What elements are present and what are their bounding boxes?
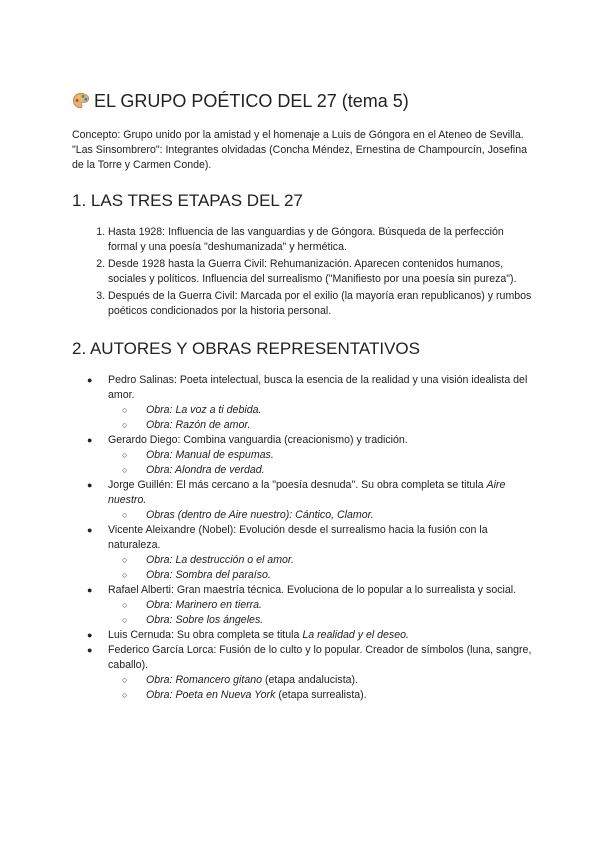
author-aleixandre: [72, 523, 532, 583]
stage-item-3: 3. Después de la Guerra Civil: Marcada por el exilio (la mayoría eran republicanos) y rumbos poéticos condicionados por la historia personal.: [108, 289, 532, 319]
work-item: ○ Obra: Manual de espumas.: [146, 448, 532, 463]
author-alberti: [72, 583, 532, 628]
work-note: (etapa andalucista).: [262, 674, 359, 686]
work-item: [146, 673, 532, 688]
intro-paragraph: Concepto: Grupo unido por la amistad y el homenaje a Luis de Góngora en el Ateneo de Sevilla. "Las Sinsombrero": Integrantes olvidadas (Concha Méndez, Ernestina de Champourcín, Josefina de la Torre y Carmen Conde).: [72, 129, 528, 171]
stage-item-1: 1. Hasta 1928: Influencia de las vanguardias y de Góngora. Búsqueda de la perfección formal y una poesía "deshumanizada" y hermética.: [108, 225, 532, 255]
author-text: Luis Cernuda: Su obra completa se titula: [108, 629, 303, 641]
works-list: [108, 598, 532, 628]
author-lorca: [72, 643, 532, 703]
palette-icon: [72, 92, 90, 110]
author-text: Jorge Guillén: El más cercano a la "poesía desnuda". Su obra completa se titula: [108, 479, 487, 491]
works-list: [108, 508, 532, 523]
works-list: [108, 553, 532, 583]
works-list: [108, 673, 532, 703]
work-item: ○ Obra: Marinero en tierra.: [146, 598, 532, 613]
author-salinas: [72, 373, 532, 433]
author-text: Federico García Lorca: Fusión de lo culto y lo popular. Creador de símbolos (luna, sangre, caballo).: [108, 644, 532, 671]
work-title: La realidad y el deseo.: [302, 629, 409, 641]
title-text: EL GRUPO POÉTICO DEL 27 (tema 5): [94, 91, 409, 111]
stage-item-2: 2. Desde 1928 hasta la Guerra Civil: Rehumanización. Aparecen contenidos humanos, sociales y políticos. Influencia del surrealismo ("Manifiesto por una poesía sin pureza").: [108, 257, 532, 287]
work-item: ○ Obra: Alondra de verdad.: [146, 463, 532, 478]
document-title: [72, 88, 532, 114]
authors-list: [72, 373, 532, 703]
document-page: [72, 88, 532, 703]
section-2-heading: 2. AUTORES Y OBRAS REPRESENTATIVOS: [72, 339, 420, 358]
work-title: Obra: Poeta en Nueva York: [146, 689, 276, 701]
works-list: [108, 403, 532, 433]
author-text: Vicente Aleixandre (Nobel): Evolución desde el surrealismo hacia la fusión con la naturaleza.: [108, 524, 488, 551]
work-item: ○ Obra: Sombra del paraíso.: [146, 568, 532, 583]
author-diego: [72, 433, 532, 478]
work-title: Aire nuestro.: [108, 479, 506, 506]
work-title: Obra: Romancero gitano: [146, 674, 263, 686]
work-item: ○ Obra: La destrucción o el amor.: [146, 553, 532, 568]
works-list: [108, 448, 532, 478]
work-item: [146, 688, 532, 703]
work-item: ○ Obras (dentro de Aire nuestro): Cántico, Clamor.: [146, 508, 532, 523]
author-text: Gerardo Diego: Combina vanguardia (creacionismo) y tradición.: [108, 434, 408, 446]
work-note: (etapa surrealista).: [275, 689, 367, 701]
author-text: Pedro Salinas: Poeta intelectual, busca la esencia de la realidad y una visión idealista del amor.: [108, 374, 528, 401]
work-item: ○ Obra: Sobre los ángeles.: [146, 613, 532, 628]
stages-list: [72, 225, 532, 319]
section-1-heading: 1. LAS TRES ETAPAS DEL 27: [72, 191, 303, 210]
author-cernuda: [72, 628, 532, 643]
author-guillen: [72, 478, 532, 523]
author-text: Rafael Alberti: Gran maestría técnica. Evoluciona de lo popular a lo surrealista y social.: [108, 584, 517, 596]
work-item: ○ Obra: Razón de amor.: [146, 418, 532, 433]
work-item: ○ Obra: La voz a ti debida.: [146, 403, 532, 418]
